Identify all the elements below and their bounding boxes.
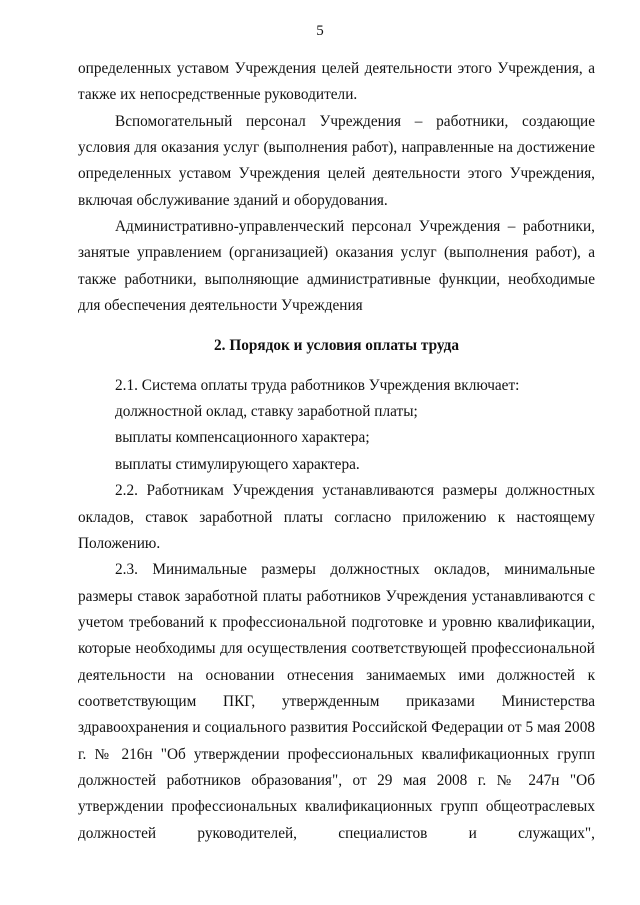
paragraph-2-2: 2.2. Работникам Учреждения устанавливаются размеры должностных окладов, ставок заработной платы согласно приложению к настоящему Положению. [78,482,595,552]
paragraph-admin-staff: Административно-управленческий персонал Учреждения – работники, занятые управлением (организацией) оказания услуг (выполнения работ), а также работники, выполняющие административные функции, необходимые для обеспечения деятельности Учреждения [78,218,595,315]
section-heading: 2. Порядок и условия оплаты труда [214,337,459,355]
list-item: должностной оклад, ставку заработной платы; [115,403,418,421]
page-number: 5 [316,23,324,39]
paragraph-2-1: 2.1. Система оплаты труда работников Учреждения включает: [115,376,520,394]
list-item: выплаты стимулирующего характера. [115,455,360,473]
paragraph-2-3: 2.3. Минимальные размеры должностных окладов, минимальные размеры ставок заработной платы работников Учреждения устанавливаются с учетом требований к профессиональной подготовке и уровню квалификации, которые необходимы для осуществления соответствующей профессиональной деятельности на основании отнесения занимаемых ими должностей к соответствующим ПКГ, утвержденным приказами Министерства здравоохранения и социального развития Российской Федерации от 5 мая 2008 г. № 216н "Об утверждении профессиональных квалификационных групп должностей работников образования", от 29 мая 2008 г. № 247н "Об утверждении профессиональных квалификационных групп общеотраслевых должностей руководителей, специалистов и служащих", [78,561,595,842]
paragraph-support-staff: Вспомогательный персонал Учреждения – работники, создающие условия для оказания услуг (выполнения работ), направленные на достижение определенных уставом Учреждения целей деятельности этого Учреждения, включая обслуживание зданий и оборудования. [78,112,595,209]
paragraph-continuation: определенных уставом Учреждения целей деятельности этого Учреждения, а также их непосредственные руководители. [78,60,595,104]
document-body [78,56,595,847]
list-item: выплаты компенсационного характера; [115,429,370,447]
